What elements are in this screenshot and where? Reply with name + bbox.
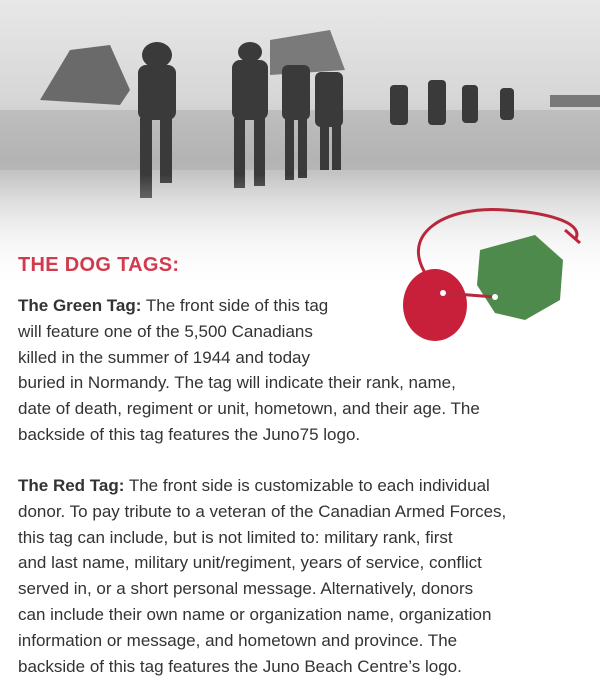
green-tag-description [18, 293, 480, 448]
text-line: information or message, and hometown and province. The [18, 630, 458, 650]
text-line: backside of this tag features the Juno Beach Centre’s logo. [18, 656, 462, 676]
text-line: this tag can include, but is not limited to: military rank, first [18, 527, 453, 547]
text-line: date of death, regiment or unit, hometown, and their age. The [18, 399, 480, 419]
text-line: served in, or a short personal message. Alternatively, donors [18, 579, 474, 599]
text-line: killed in the summer of 1944 and today [18, 347, 311, 367]
green-tag-icon [477, 235, 563, 320]
text-line: and last name, military unit/regiment, years of service, conflict [18, 553, 482, 573]
text-line: backside of this tag features the Juno75 logo. [18, 424, 361, 444]
section-heading: THE DOG TAGS: [18, 254, 180, 276]
text-line: can include their own name or organization name, organization [18, 604, 492, 624]
red-tag-description [18, 473, 506, 679]
red-tag-title: The Red Tag: [18, 476, 125, 495]
text-line: donor. To pay tribute to a veteran of the Canadian Armed Forces, [18, 501, 507, 521]
text-line: will feature one of the 5,500 Canadians [18, 321, 313, 341]
green-tag-title: The Green Tag: [18, 296, 142, 315]
text-line: The front side of this tag [141, 296, 329, 315]
text-line: The front side is customizable to each individual [124, 476, 490, 495]
text-line: buried in Normandy. The tag will indicate their rank, name, [18, 373, 456, 393]
